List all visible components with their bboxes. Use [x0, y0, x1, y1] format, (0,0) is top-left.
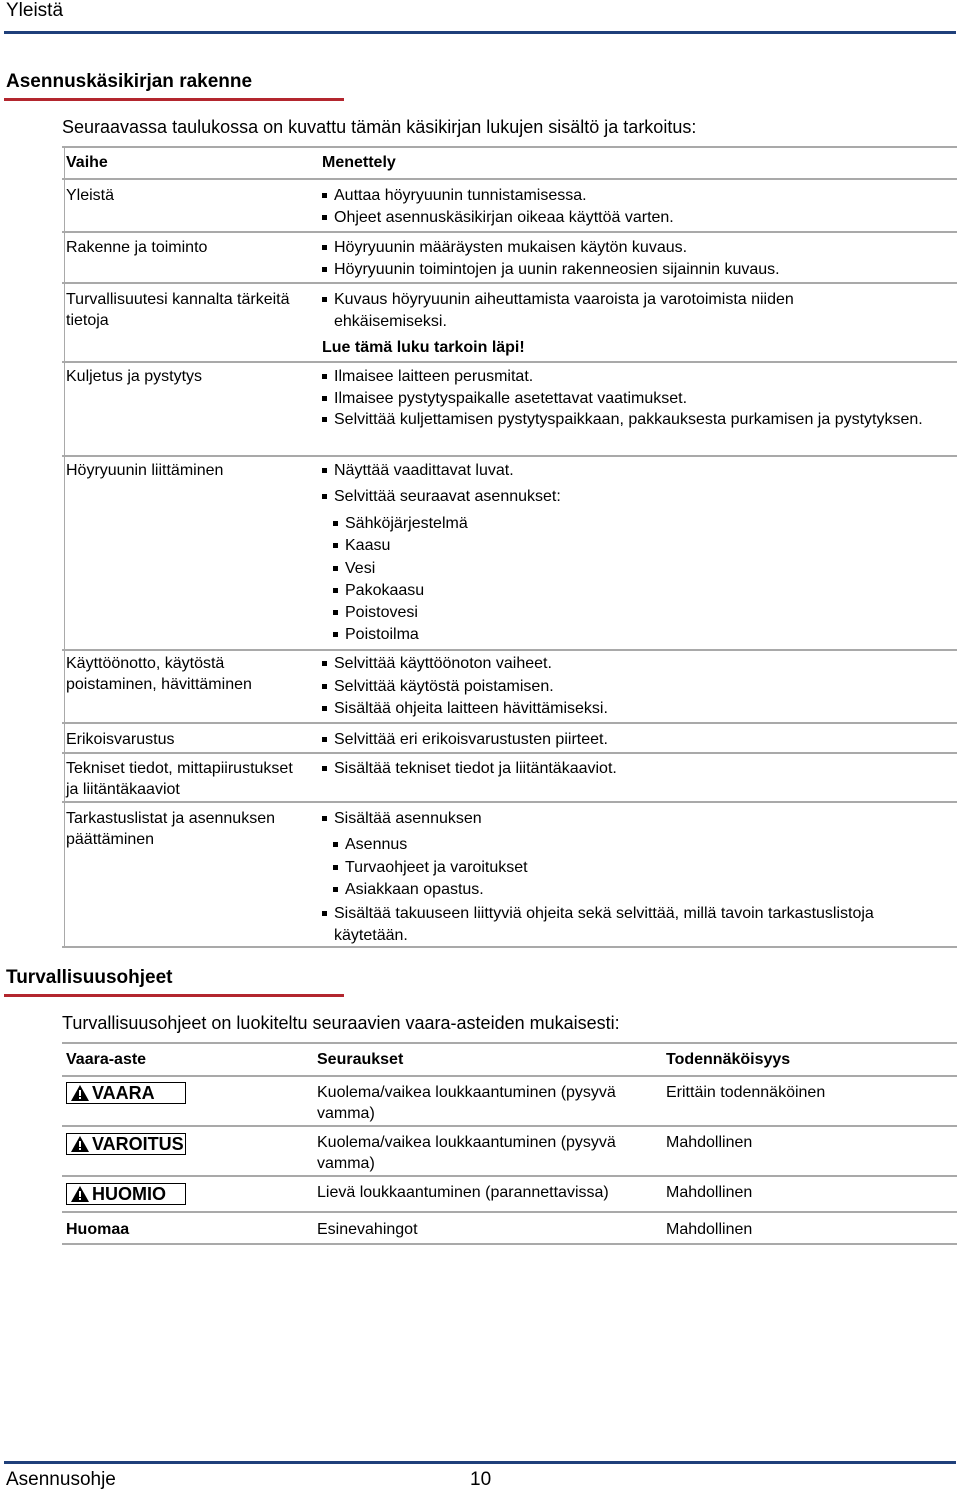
probability-cell: Erittäin todennäköinen: [666, 1084, 826, 1101]
method-list: [322, 729, 937, 751]
col-header-method: Menettely: [322, 154, 396, 171]
sub-list-item: Turvaohjeet ja varoitukset: [333, 857, 933, 880]
list-item: Sisältää asennuksen: [322, 808, 937, 830]
sub-list-item: Pakokaasu: [333, 580, 933, 602]
probability-cell: Mahdollinen: [666, 1184, 753, 1201]
list-item: Auttaa höyryuunin tunnistamisessa.: [322, 185, 937, 207]
sub-list-item: Kaasu: [333, 535, 933, 557]
safety-table-bottom-rule: [62, 1243, 957, 1245]
header-rule: [4, 31, 956, 34]
row-divider: [62, 649, 957, 651]
list-item: Kuvaus höyryuunin aiheuttamista vaaroista ja varotoimista niiden ehkäisemiseksi.: [322, 289, 882, 332]
method-list: [322, 185, 937, 228]
method-list: [322, 289, 882, 332]
sub-list: [333, 834, 933, 902]
danger-level-badge: [66, 1183, 186, 1205]
sub-list-item: Vesi: [333, 558, 933, 580]
col-header-level: Vaara-aste: [66, 1051, 147, 1068]
list-item: Ilmaisee laitteen perusmitat.: [322, 366, 937, 388]
footer-rule: [4, 1461, 956, 1464]
list-item: Höyryuunin toimintojen ja uunin rakenneosien sijainnin kuvaus.: [322, 259, 937, 281]
list-item: Selvittää käytöstä poistamisen.: [322, 676, 937, 699]
list-item: Selvittää käyttöönoton vaiheet.: [322, 653, 937, 676]
phase-cell: Rakenne ja toiminto: [66, 239, 208, 256]
danger-level-badge: [66, 1133, 186, 1155]
method-list: [322, 366, 937, 431]
row-divider: [62, 455, 957, 457]
row-divider: [62, 282, 957, 284]
consequence-cell: Kuolema/vaikea loukkaantuminen (pysyvä vamma): [317, 1134, 616, 1172]
row-divider: [62, 1125, 957, 1127]
list-item: Höyryuunin määräysten mukaisen käytön kuvaus.: [322, 237, 937, 259]
phase-cell: Erikoisvarustus: [66, 731, 175, 748]
sub-list-item: Asennus: [333, 834, 933, 857]
method-list: [322, 903, 937, 946]
list-item: Sisältää tekniset tiedot ja liitäntäkaaviot.: [322, 758, 937, 780]
sub-list-item: Sähköjärjestelmä: [333, 513, 933, 535]
section-title-safety: Turvallisuusohjeet: [6, 967, 173, 988]
consequence-cell: Lievä loukkaantuminen (parannettavissa): [317, 1184, 609, 1201]
list-item: Ohjeet asennuskäsikirjan oikeaa käyttöä varten.: [322, 207, 937, 229]
phase-cell: Tarkastuslistat ja asennuksen päättäminen: [66, 810, 275, 848]
phase-cell: Höyryuunin liittäminen: [66, 462, 224, 479]
footer-doc-name: Asennusohje: [6, 1469, 116, 1490]
phase-cell: Turvallisuutesi kannalta tärkeitä tietoja: [66, 291, 290, 329]
method-list: [322, 237, 937, 280]
table-bottom-rule: [62, 946, 957, 948]
structure-intro: Seuraavassa taulukossa on kuvattu tämän käsikirjan lukujen sisältö ja tarkoitus:: [62, 117, 697, 137]
list-item: Selvittää kuljettamisen pystytyspaikkaan, pakkauksesta purkamisen ja pystytyksen.: [322, 409, 937, 431]
row-divider: [62, 722, 957, 724]
phase-cell: Yleistä: [66, 187, 115, 204]
warning-triangle-icon: [70, 1084, 90, 1102]
list-item: Selvittää eri erikoisvarustusten piirteet.: [322, 729, 937, 751]
consequence-cell: Kuolema/vaikea loukkaantuminen (pysyvä vamma): [317, 1084, 616, 1122]
page-header-title: Yleistä: [6, 0, 64, 21]
danger-level-label: VAARA: [92, 1082, 155, 1103]
section-rule-structure: [4, 98, 344, 101]
list-item: Sisältää takuuseen liittyviä ohjeita sekä selvittää, millä tavoin tarkastuslistoja käytetään.: [322, 903, 937, 946]
probability-cell: Mahdollinen: [666, 1221, 753, 1238]
col-header-phase: Vaihe: [66, 154, 108, 171]
phase-cell: Kuljetus ja pystytys: [66, 368, 203, 385]
warning-triangle-icon: [70, 1185, 90, 1203]
footer-page-number: 10: [470, 1469, 492, 1490]
col-header-probability: Todennäköisyys: [666, 1051, 791, 1068]
col-header-consequence: Seuraukset: [317, 1051, 404, 1068]
row-divider: [62, 231, 957, 233]
danger-level-label: HUOMIO: [92, 1183, 166, 1204]
sub-list: [333, 513, 933, 647]
row-divider: [62, 1211, 957, 1213]
row-divider: [62, 361, 957, 363]
list-item: Ilmaisee pystytyspaikalle asetettavat vaatimukset.: [322, 388, 937, 410]
method-list: [322, 808, 937, 830]
method-list: [322, 758, 937, 780]
sub-list-item: Poistovesi: [333, 602, 933, 624]
probability-cell: Mahdollinen: [666, 1134, 753, 1151]
safety-header-rule: [62, 1075, 957, 1077]
safety-table-top-rule: [62, 1042, 957, 1044]
list-item: Näyttää vaadittavat luvat.: [322, 460, 937, 482]
safety-intro: Turvallisuusohjeet on luokiteltu seuraavien vaara-asteiden mukaisesti:: [62, 1013, 620, 1033]
row-divider: [62, 801, 957, 803]
table-header-rule: [62, 178, 957, 180]
phase-cell: Tekniset tiedot, mittapiirustukset ja liitäntäkaaviot: [66, 760, 293, 798]
method-list: [322, 653, 937, 721]
consequence-cell: Esinevahingot: [317, 1221, 418, 1238]
method-list: [322, 460, 937, 507]
section-rule-safety: [4, 994, 344, 997]
table-top-rule: [62, 146, 957, 148]
list-item: Selvittää seuraavat asennukset:: [322, 486, 937, 508]
list-item: Sisältää ohjeita laitteen hävittämiseksi.: [322, 698, 937, 721]
phase-cell: Käyttöönotto, käytöstä poistaminen, hävittäminen: [66, 655, 252, 693]
table-left-border: [64, 146, 65, 948]
sub-list-item: Asiakkaan opastus.: [333, 879, 933, 902]
danger-level-label: VAROITUS: [92, 1133, 184, 1154]
danger-level-label: Huomaa: [66, 1221, 130, 1238]
read-note: Lue tämä luku tarkoin läpi!: [322, 339, 525, 356]
row-divider: [62, 1175, 957, 1177]
section-title-structure: Asennuskäsikirjan rakenne: [6, 71, 253, 92]
danger-level-badge: [66, 1082, 186, 1104]
row-divider: [62, 752, 957, 754]
sub-list-item: Poistoilma: [333, 624, 933, 646]
warning-triangle-icon: [70, 1135, 90, 1153]
